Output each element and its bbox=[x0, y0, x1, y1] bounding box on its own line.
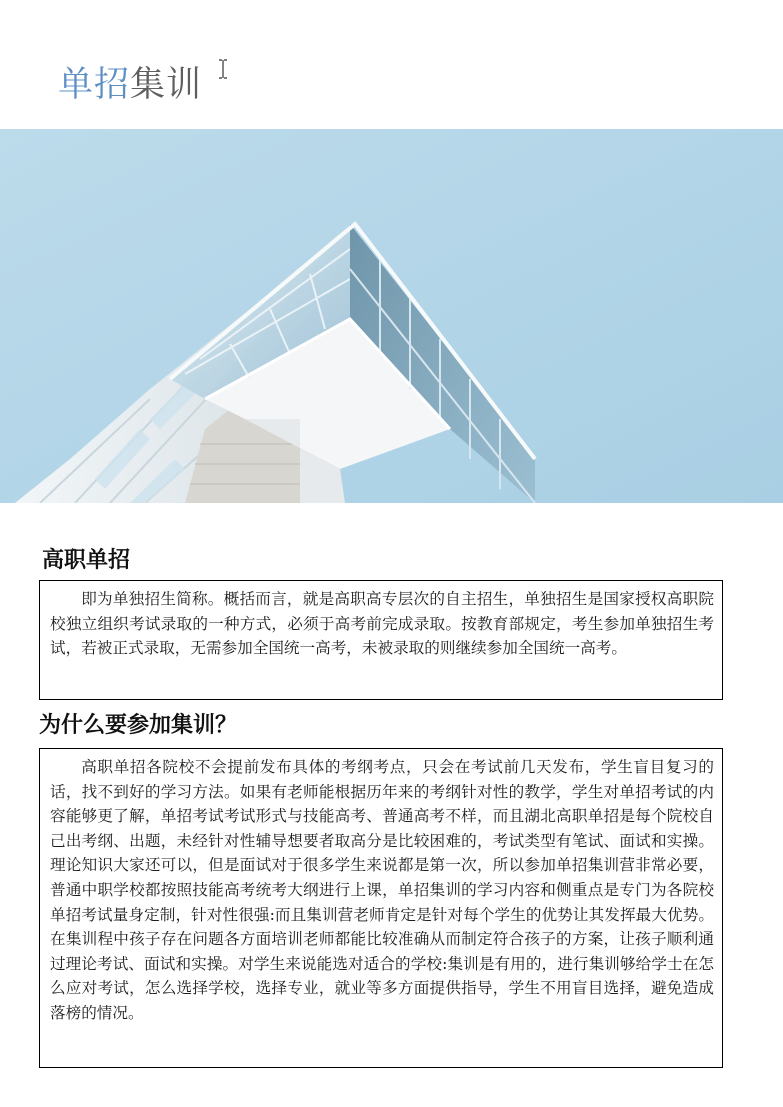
section-heading-gaozhi-danzhao: 高职单招 bbox=[42, 547, 131, 573]
section-box-gaozhi-danzhao bbox=[39, 580, 723, 700]
section-heading-why-training: 为什么要参加集训？ bbox=[39, 712, 238, 738]
section-box-why-training bbox=[39, 748, 723, 1068]
hero-building-image bbox=[0, 129, 783, 503]
title-accent: 单招 bbox=[58, 65, 131, 105]
page-title bbox=[58, 65, 203, 105]
text-cursor-icon bbox=[217, 59, 229, 79]
section-body-gaozhi-danzhao: 即为单独招生简称。概括而言，就是高职高专层次的自主招生，单独招生是国家授权高职院校独立组织考试录取的一种方式，必须于高考前完成录取。按教育部规定，考生参加单独招生考试，若被正式录取，无需参加全国统一高考，未被录取的则继续参加全国统一高考。 bbox=[50, 590, 714, 658]
title-rest: 集训 bbox=[130, 65, 203, 105]
section-body-why-training: 高职单招各院校不会提前发布具体的考纲考点，只会在考试前几天发布，学生盲目复习的话，找不到好的学习方法。如果有老师能根据历年来的考纲针对性的教学，学生对单招考试的内容能够更了解，单招考试考试形式与技能高考、普通高考不样，而且湖北高职单招是每个院校自己出考纲、出题，未经针对性辅导想要者取高分是比较困难的，考试类型有笔试、面试和实操。理论知识大家还可以，但是面试对于很多学生来说都是第一次，所以参加单招集训营非常必要，普通中职学校都按照技能高考统考大纲进行上课，单招集训的学习内容和侧重点是专门为各院校单招考试量身定制，针对性很强:而且集训营老师肯定是针对每个学生的优势让其发挥最大优势。在集训程中孩子存在问题各方面培训老师都能比较准确从而制定符合孩子的方案，让孩子顺利通过理论考试、面试和实操。对学生来说能选对适合的学校:集训是有用的，进行集训够给学士在怎么应对考试，怎么选择学校，选择专业，就业等多方面提供指导，学生不用盲目选择，避免造成落榜的情况。 bbox=[50, 758, 714, 1022]
